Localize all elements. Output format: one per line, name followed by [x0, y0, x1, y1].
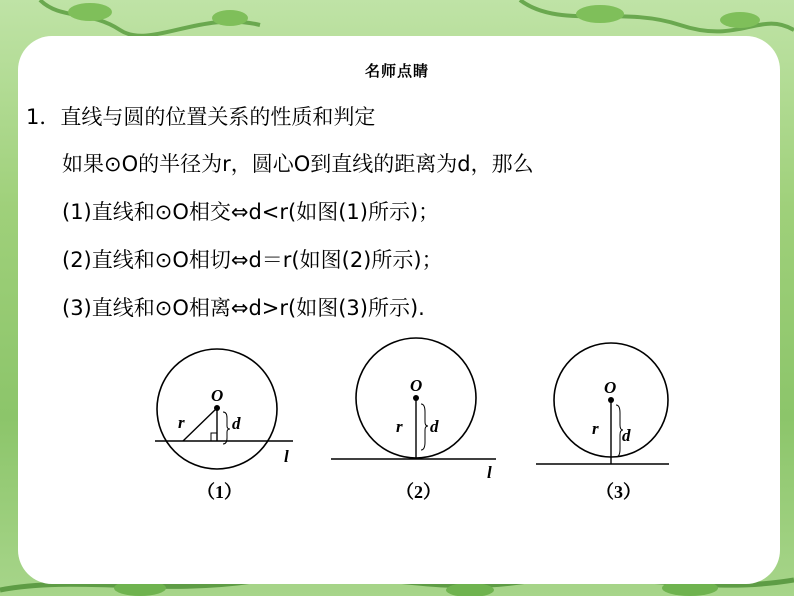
- figure-3: [536, 343, 669, 502]
- label-d-2: d: [430, 417, 439, 436]
- text-line-4: (2)直线和⊙O相切⇔d＝r(如图(2)所示)；: [62, 248, 443, 272]
- label-l-1: l: [284, 447, 289, 466]
- label-o-1: O: [211, 386, 224, 405]
- label-o-3: O: [604, 378, 617, 397]
- figure-2: [331, 338, 496, 502]
- label-r-2: r: [396, 417, 403, 436]
- brace-1: [223, 412, 230, 444]
- label-d-1: d: [232, 414, 241, 433]
- label-r-3: r: [592, 419, 599, 438]
- figure-1: [155, 349, 293, 502]
- label-d-3: d: [622, 426, 631, 445]
- text-line-3: (1)直线和⊙O相交⇔d<r(如图(1)所示)；: [62, 200, 440, 224]
- text-line-5: (3)直线和⊙O相离⇔d>r(如图(3)所示).: [62, 296, 425, 320]
- label-o-2: O: [410, 376, 423, 395]
- section-heading: 名师点睛: [364, 62, 429, 80]
- caption-1: （1）: [197, 482, 242, 502]
- label-r-1: r: [178, 413, 185, 432]
- right-angle-mark-1: [211, 433, 217, 441]
- text-line-2: 如果⊙O的半径为r，圆心O到直线的距离为d，那么: [62, 152, 534, 176]
- label-l-2: l: [487, 463, 492, 482]
- text-line-1: 1．直线与圆的位置关系的性质和判定: [26, 105, 376, 129]
- radius-1: [183, 408, 217, 441]
- caption-2: （2）: [396, 482, 441, 502]
- caption-3: （3）: [596, 482, 641, 502]
- brace-2: [421, 404, 428, 450]
